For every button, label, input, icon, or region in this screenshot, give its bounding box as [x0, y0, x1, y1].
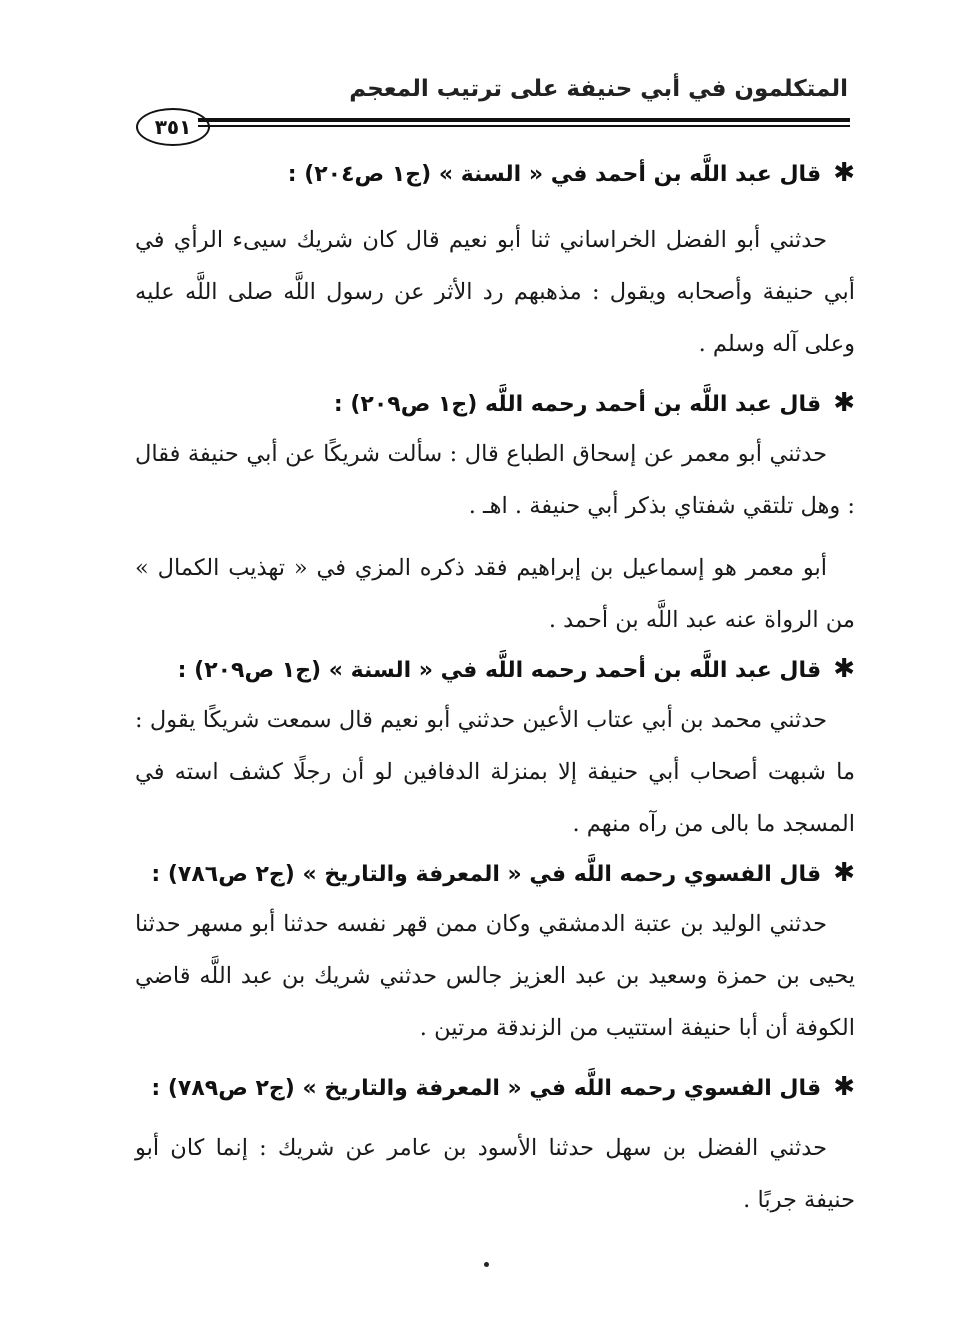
section-heading-text: قال عبد اللَّه بن أحمد في « السنة » (ج١ ص٢٠٤) :: [287, 162, 822, 187]
section-5: [135, 1064, 855, 1226]
section-4: [135, 850, 855, 1054]
section-paragraph: حدثني محمد بن أبي عتاب الأعين حدثني أبو نعيم قال سمعت شريكًا يقول : ما شبهت أصحاب أبي حنيفة إلا بمنزلة الدفافين لو أن رجلًا كشف استه في المسجد ما بالى من رآه منهم .: [135, 707, 855, 837]
asterisk-icon: ✱: [833, 1072, 855, 1102]
section-paragraph: حدثني الفضل بن سهل حدثنا الأسود بن عامر عن شريك : إنما كان أبو حنيفة جربًا .: [135, 1135, 855, 1213]
running-title: المتكلمون في أبي حنيفة على ترتيب المعجم: [349, 76, 848, 102]
section-heading: [135, 1064, 855, 1112]
section-heading: [135, 646, 855, 694]
section-paragraph: حدثني أبو معمر عن إسحاق الطباع قال : سألت شريكًا عن أبي حنيفة فقال : وهل تلتقي شفتاي بذكر أبي حنيفة . اهـ .: [135, 441, 855, 519]
section-2: [135, 380, 855, 646]
section-heading: [135, 850, 855, 898]
header-rule: [198, 118, 850, 130]
section-3: [135, 646, 855, 850]
section-heading: [135, 150, 855, 198]
section-1: [135, 150, 855, 370]
asterisk-icon: ✱: [833, 858, 855, 888]
section-paragraph: حدثني الوليد بن عتبة الدمشقي وكان ممن قهر نفسه حدثنا أبو مسهر حدثنا يحيى بن حمزة وسعيد بن عبد العزيز جالس حدثني شريك بن عبد اللَّه قاضي الكوفة أن أبا حنيفة استتيب من الزندقة مرتين .: [135, 911, 855, 1041]
header-rule-thick: [198, 118, 850, 122]
section-note: أبو معمر هو إسماعيل بن إبراهيم فقد ذكره المزي في « تهذيب الكمال » من الرواة عنه عبد اللَّه بن أحمد .: [135, 555, 855, 633]
header-rule-thin: [198, 125, 850, 127]
section-heading: [135, 380, 855, 428]
asterisk-icon: ✱: [833, 158, 855, 188]
section-heading-text: قال الفسوي رحمه اللَّه في « المعرفة والتاريخ » (ج٢ ص٧٨٦) :: [151, 862, 822, 887]
asterisk-icon: ✱: [833, 388, 855, 418]
page-body: [135, 150, 855, 1226]
section-heading-text: قال عبد اللَّه بن أحمد رحمه اللَّه (ج١ ص٢٠٩) :: [333, 392, 822, 417]
asterisk-icon: ✱: [833, 654, 855, 684]
section-paragraph: حدثني أبو الفضل الخراساني ثنا أبو نعيم قال كان شريك سيىء الرأي في أبي حنيفة وأصحابه ويقول : مذهبهم رد الأثر عن رسول اللَّه صلى اللَّه عليه وعلى آله وسلم .: [135, 227, 855, 357]
footer-mark: [484, 1262, 489, 1267]
page-number: ٣٥١: [136, 108, 210, 146]
section-heading-text: قال الفسوي رحمه اللَّه في « المعرفة والتاريخ » (ج٢ ص٧٨٩) :: [151, 1076, 822, 1101]
section-heading-text: قال عبد اللَّه بن أحمد رحمه اللَّه في « السنة » (ج١ ص٢٠٩) :: [177, 658, 822, 683]
